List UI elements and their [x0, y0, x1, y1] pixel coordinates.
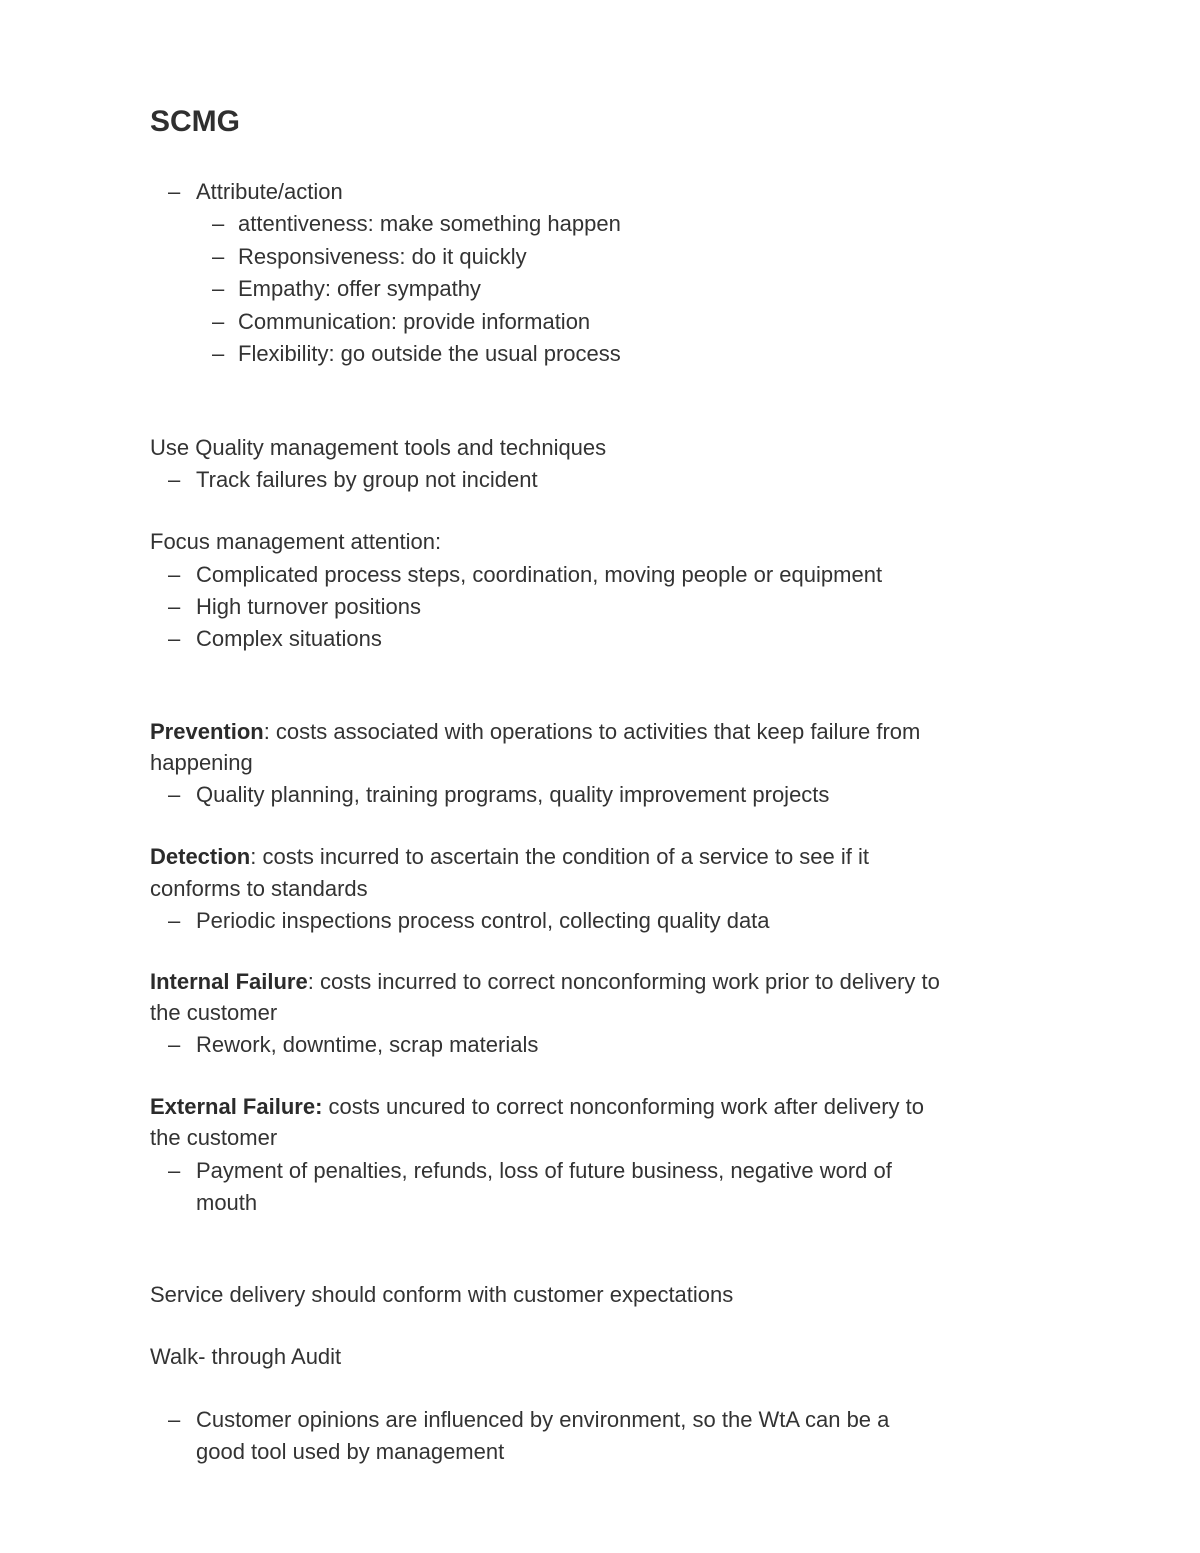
- dash-marker: –: [168, 467, 181, 492]
- list-item-continuation: good tool used by management: [196, 1439, 505, 1464]
- list-item-text: Complicated process steps, coordination, moving people or equipment: [196, 562, 883, 587]
- definition-paragraph: [150, 966, 940, 998]
- page-title: SCMG: [150, 105, 240, 138]
- list-item-text: Responsiveness: do it quickly: [238, 244, 527, 269]
- paragraph: Service delivery should conform with customer expectations: [150, 1282, 734, 1307]
- definition-term: Detection: [150, 844, 251, 869]
- definition-continuation: happening: [150, 750, 253, 775]
- dash-marker: –: [212, 341, 225, 366]
- section-heading: Use Quality management tools and techniques: [150, 435, 607, 460]
- list-item-text: Rework, downtime, scrap materials: [196, 1032, 539, 1057]
- dash-marker: –: [168, 908, 181, 933]
- section-heading: Focus management attention:: [150, 529, 442, 554]
- list-item-text: Complex situations: [196, 626, 382, 651]
- definition-text: costs uncured to correct nonconforming work after delivery to: [322, 1094, 924, 1119]
- section-heading: Walk- through Audit: [150, 1344, 342, 1369]
- definition-continuation: the customer: [150, 1125, 278, 1150]
- dash-marker: –: [168, 179, 181, 204]
- list-item-text: Periodic inspections process control, collecting quality data: [196, 908, 770, 933]
- dash-marker: –: [168, 1407, 181, 1432]
- definition-text: : costs incurred to ascertain the condition of a service to see if it: [250, 844, 869, 869]
- definition-paragraph: [150, 1091, 924, 1123]
- dash-marker: –: [212, 276, 225, 301]
- list-item-continuation: mouth: [196, 1190, 258, 1215]
- dash-marker: –: [212, 244, 225, 269]
- definition-term: External Failure:: [150, 1094, 323, 1119]
- dash-marker: –: [212, 309, 225, 334]
- list-item-text: Flexibility: go outside the usual process: [238, 341, 621, 366]
- list-item-text: Empathy: offer sympathy: [238, 276, 481, 301]
- dash-marker: –: [168, 1032, 181, 1057]
- dash-marker: –: [168, 1158, 181, 1183]
- dash-marker: –: [168, 594, 181, 619]
- list-item-text: Payment of penalties, refunds, loss of future business, negative word of: [196, 1158, 892, 1183]
- definition-continuation: the customer: [150, 1000, 278, 1025]
- list-item-text: Attribute/action: [196, 179, 343, 204]
- list-item-text: attentiveness: make something happen: [238, 211, 621, 236]
- dash-marker: –: [212, 211, 225, 236]
- definition-text: : costs incurred to correct nonconforming work prior to delivery to: [307, 969, 940, 994]
- list-item-text: Customer opinions are influenced by environment, so the WtA can be a: [196, 1407, 890, 1432]
- list-item-text: Track failures by group not incident: [196, 467, 538, 492]
- definition-continuation: conforms to standards: [150, 876, 368, 901]
- dash-marker: –: [168, 782, 181, 807]
- list-item-text: Quality planning, training programs, quality improvement projects: [196, 782, 830, 807]
- definition-paragraph: [150, 716, 920, 748]
- definition-paragraph: [150, 841, 869, 873]
- definition-term: Prevention: [150, 719, 264, 744]
- dash-marker: –: [168, 562, 181, 587]
- list-item-text: High turnover positions: [196, 594, 422, 619]
- list-item-text: Communication: provide information: [238, 309, 591, 334]
- definition-term: Internal Failure: [150, 969, 308, 994]
- definition-text: : costs associated with operations to activities that keep failure from: [263, 719, 921, 744]
- dash-marker: –: [168, 626, 181, 651]
